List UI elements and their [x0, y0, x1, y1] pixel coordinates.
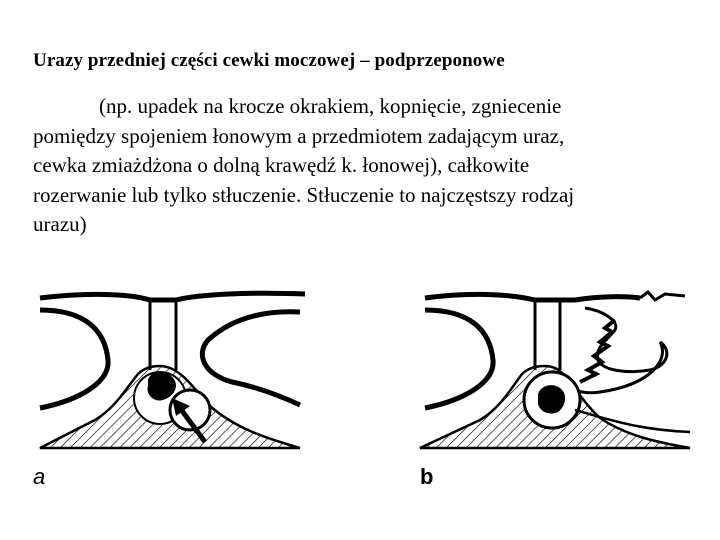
- body-line: urazu): [33, 212, 87, 236]
- body-line: rozerwanie lub tylko stłuczenie. Stłuczenie to najczęstszy rodzaj: [33, 182, 575, 207]
- body-line: cewka zmiażdżona o dolną krawędź k. łonowej), całkowite: [33, 153, 530, 177]
- body-line: pomiędzy spojeniem łonowym a przedmiotem zadającym uraz,: [33, 123, 565, 148]
- figure-label-b: b: [420, 464, 434, 489]
- body-line: (np. upadek na krocze okrakiem, kopnięcie, zgniecenie: [99, 94, 562, 118]
- body-paragraph: [33, 92, 693, 240]
- slide-title: Urazy przedniej części cewki moczowej – podprzeponowe: [33, 50, 505, 71]
- urethral-injury-illustration: [0, 270, 720, 510]
- panel-b-drawing: [420, 292, 690, 448]
- panel-a-drawing: [40, 293, 305, 448]
- figure-label-a: a: [33, 464, 46, 489]
